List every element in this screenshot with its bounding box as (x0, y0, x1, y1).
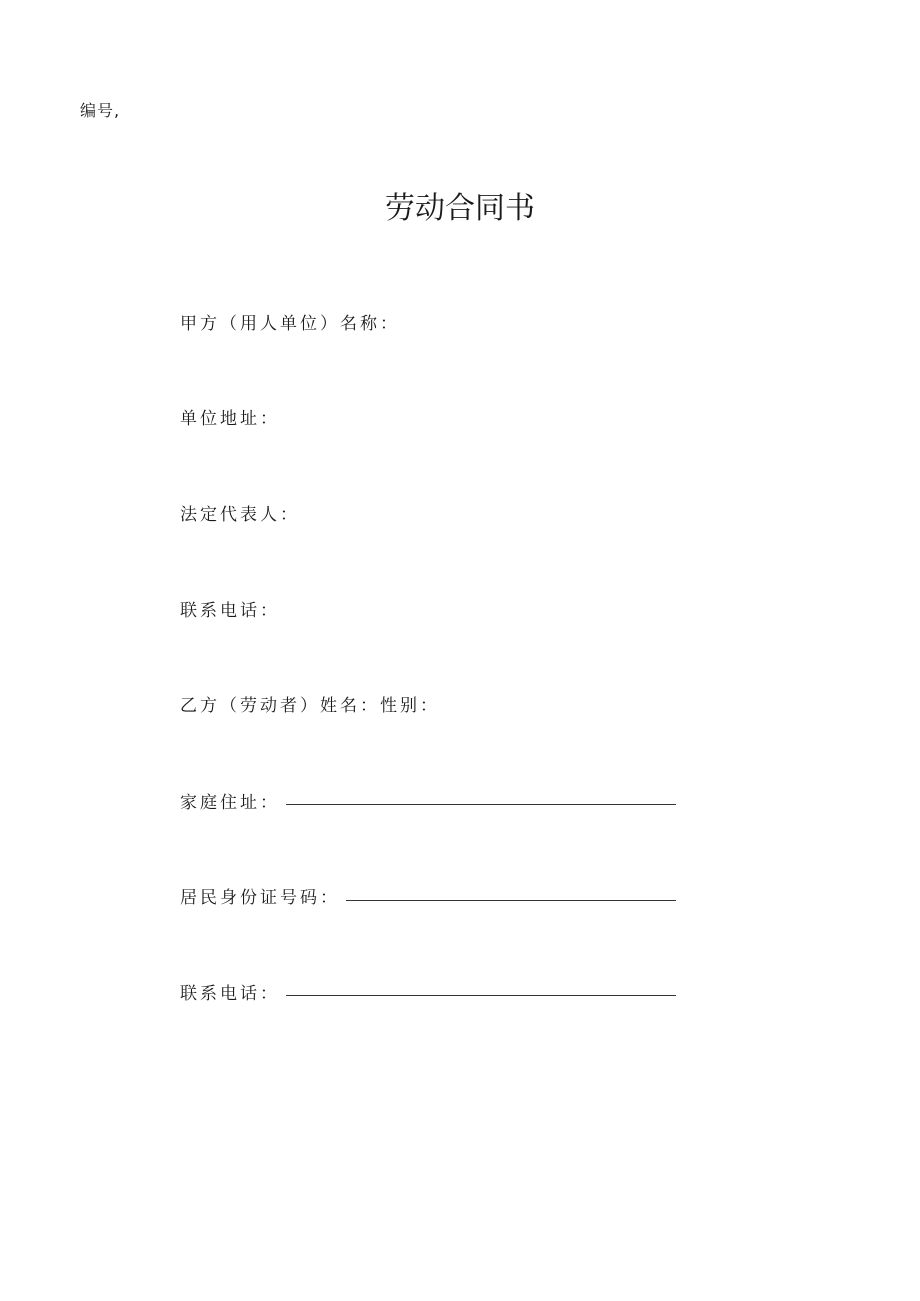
party-b-phone-label: 联系电话： (180, 984, 280, 1004)
document-title: 劳动合同书 (385, 191, 535, 226)
party-b-phone-fill-line[interactable] (286, 995, 676, 996)
id-number-fill-line[interactable] (346, 900, 676, 901)
party-a-legal-rep-label: 法定代表人： (180, 505, 300, 525)
party-b-id-number-label: 居民身份证号码： (180, 888, 340, 908)
party-b-home-address-label: 家庭住址： (180, 793, 280, 813)
party-a-phone-label: 联系电话： (180, 601, 280, 621)
document-number-label: 编号, (80, 101, 121, 120)
party-b-name-gender-label: 乙方（劳动者）姓名：性别： (180, 696, 440, 716)
party-a-name-label: 甲方（用人单位）名称： (180, 314, 400, 334)
party-a-address-label: 单位地址： (180, 409, 280, 429)
home-address-fill-line[interactable] (286, 804, 676, 805)
